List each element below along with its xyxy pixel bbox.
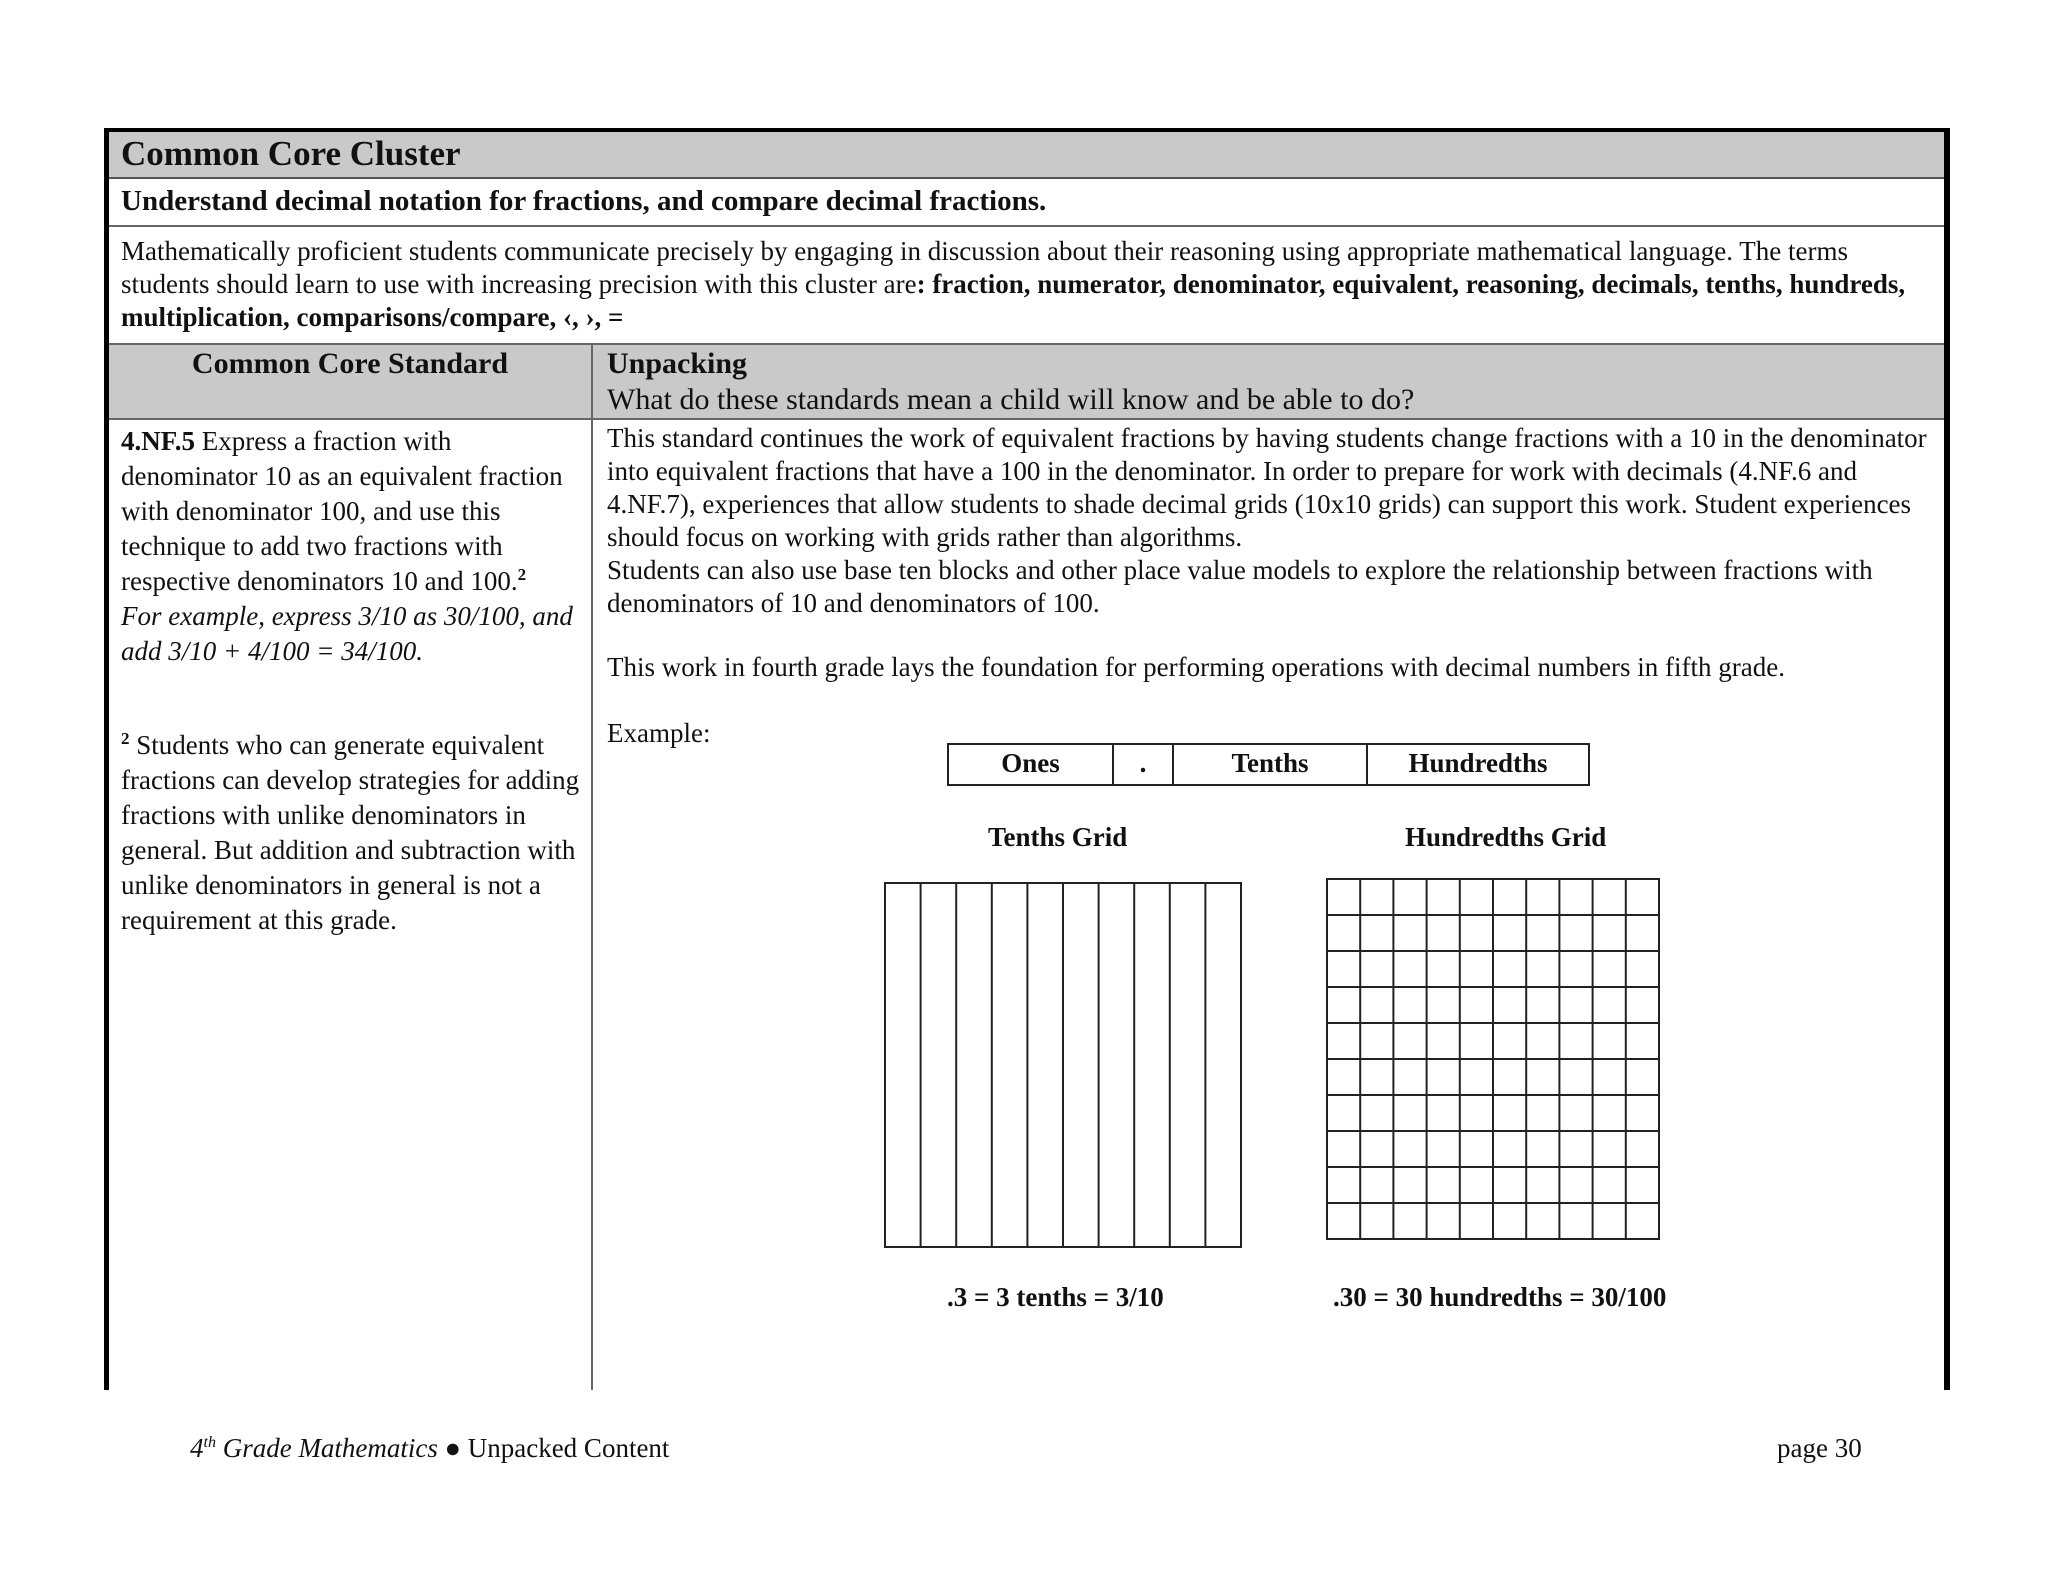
footer-grade-number: 4 <box>190 1433 204 1463</box>
standard-text <box>121 424 583 669</box>
cluster-heading: Common Core Cluster <box>121 134 461 173</box>
footnote <box>121 728 583 938</box>
cluster-name-row <box>109 179 1944 227</box>
footer-title: Grade Mathematics <box>215 1433 438 1463</box>
place-value-ones: Ones <box>949 745 1114 784</box>
unpacking-header-question: What do these standards mean a child will know and be able to do? <box>607 383 1415 416</box>
standard-column-header <box>109 345 593 418</box>
standard-code: 4.NF.5 <box>121 426 196 456</box>
math-language-text <box>121 235 1921 334</box>
example-label: Example: <box>607 718 711 748</box>
unpacking-paragraph-1: This standard continues the work of equivalent fractions by having students change fractions with a 10 in the denominator into equivalent fractions that have a 100 in the denominator. In order to prepare for work with decimals (4.NF.6 and 4.NF.7), experiences that allow students to shade decimal grids (10x10 grids) can support this work. Student experiences should focus on working with grids rather than algorithms. <box>607 423 1927 552</box>
table-header-row <box>109 345 1944 420</box>
math-language-terms: : fraction, numerator, denominator, equivalent, reasoning, decimals, tenths, hundreds, multiplication, comparisons/compare, ‹, ›, = <box>121 269 1906 332</box>
hundredths-grid <box>1325 877 1661 1241</box>
footer-bullet: ● <box>437 1433 468 1463</box>
place-value-point: . <box>1114 745 1174 784</box>
hundredths-grid-title: Hundredths Grid <box>1405 822 1607 852</box>
standard-cell <box>109 420 593 1390</box>
hundredths-caption: .30 = 30 hundredths = 30/100 <box>1333 1282 1667 1312</box>
standard-example: For example, express 3/10 as 30/100, and add 3/10 + 4/100 = 34/100. <box>121 601 573 666</box>
place-value-chart <box>947 743 1590 786</box>
footnote-marker: 2 <box>517 565 527 584</box>
cluster-heading-band <box>109 132 1944 179</box>
footer-grade-suffix: th <box>203 1434 216 1451</box>
footer-page-number: page 30 <box>1777 1433 1862 1463</box>
standard-header-label: Common Core Standard <box>191 347 509 380</box>
math-language-intro: Mathematically proficient students communicate precisely by engaging in discussion about their reasoning using appropriate mathematical language. The terms students should learn to use with increasing precision with this cluster are <box>121 236 1848 299</box>
place-value-tenths: Tenths <box>1174 745 1368 784</box>
footer-document-title <box>190 1433 669 1464</box>
standard-description: Express a fraction with denominator 10 as an equivalent fraction with denominator 100, and use this technique to add two fractions with respective denominators 10 and 100. <box>121 426 563 596</box>
tenths-grid <box>883 881 1243 1249</box>
tenths-grid-title: Tenths Grid <box>988 822 1128 852</box>
place-value-hundredths: Hundredths <box>1408 748 1548 778</box>
unpacking-paragraph-3: This work in fourth grade lays the foundation for performing operations with decimal numbers in fifth grade. <box>607 652 1785 682</box>
footer-subtitle: Unpacked Content <box>467 1433 670 1463</box>
unpacking-header-label: Unpacking <box>607 347 748 380</box>
unpacking-paragraph-2: Students can also use base ten blocks and other place value models to explore the relationship between fractions with denominators of 10 and denominators of 100. <box>607 555 1873 618</box>
footnote-text: Students who can generate equivalent fractions can develop strategies for adding fractions with unlike denominators in general. But addition and subtraction with unlike denominators in general is not a requirement at this grade. <box>121 730 580 935</box>
math-language-row <box>109 227 1944 345</box>
cluster-name: Understand decimal notation for fractions, and compare decimal fractions. <box>121 185 1047 217</box>
footnote-number: 2 <box>121 729 130 748</box>
tenths-caption: .3 = 3 tenths = 3/10 <box>947 1282 1164 1312</box>
